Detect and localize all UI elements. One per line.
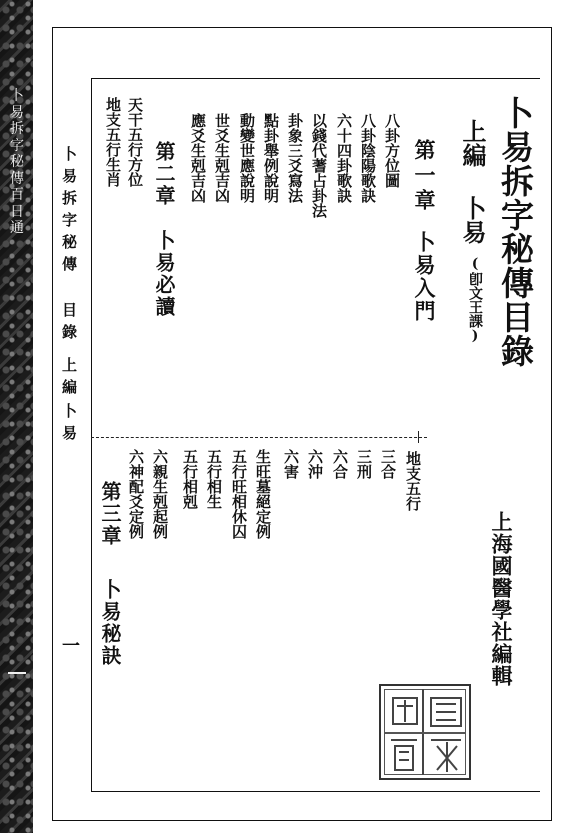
toc-item: 五行相剋 <box>181 449 199 509</box>
toc-item: 天干五行方位 <box>126 97 144 187</box>
margin-part-name: 卜易 <box>60 403 78 447</box>
toc-item: 動變世應說明 <box>238 113 256 203</box>
toc-item: 六害 <box>282 449 300 479</box>
toc-item: 六合 <box>331 449 349 479</box>
strip-title: 卜易拆字秘傳百日通 <box>10 88 24 236</box>
chapter3-name: 卜易秘訣 <box>98 579 122 667</box>
toc-item: 點卦舉例說明 <box>262 113 280 203</box>
collector-seal-stamp <box>379 684 471 780</box>
seal-glyph-marks <box>381 686 473 782</box>
margin-part: 上編 <box>60 357 78 401</box>
strip-page-number-mark <box>8 672 26 674</box>
toc-item: 卦象三爻寫法 <box>286 113 304 203</box>
toc-item: 以錢代蓍占卦法 <box>310 113 328 218</box>
section-divider <box>91 437 427 438</box>
toc-item: 六神配爻定例 <box>127 449 145 539</box>
chapter2-name: 卜易必讀 <box>152 230 176 318</box>
margin-page-number: 一 <box>59 636 80 654</box>
part-label: 上編 <box>458 119 487 167</box>
margin-toc: 目錄 <box>60 302 78 346</box>
toc-item: 世爻生剋吉凶 <box>213 113 231 203</box>
toc-item: 三刑 <box>355 449 373 479</box>
chapter1-label: 第一章 <box>412 139 437 214</box>
part-note: (卽文王課) <box>467 256 483 344</box>
decorative-side-strip <box>0 0 33 833</box>
margin-book-title: 卜易拆字秘傳 <box>60 146 78 278</box>
toc-item: 八卦陰陽歌訣 <box>359 113 377 203</box>
divider-mark <box>418 431 419 443</box>
chapter1-name: 卜易入門 <box>412 231 437 323</box>
toc-item: 應爻生剋吉凶 <box>189 113 207 203</box>
publisher: 上海國醫學社編輯 <box>489 511 514 687</box>
toc-item: 地支五行生肖 <box>104 97 122 187</box>
toc-item: 六十四卦歌訣 <box>335 113 353 203</box>
toc-item: 六親生剋起例 <box>151 449 169 539</box>
toc-item: 五行旺相休囚 <box>230 449 248 539</box>
toc-item: 地支五行 <box>404 451 422 511</box>
toc-item: 八卦方位圖 <box>383 113 401 188</box>
toc-item: 生旺墓絕定例 <box>254 449 272 539</box>
book-title: 卜易拆字秘傳目錄 <box>496 96 535 368</box>
toc-item: 三合 <box>379 449 397 479</box>
toc-item: 五行相生 <box>205 449 223 509</box>
chapter2-label: 第二章 <box>152 141 176 207</box>
toc-item: 六沖 <box>306 449 324 479</box>
part-name: 卜易 <box>458 196 487 244</box>
chapter3-label: 第三章 <box>98 481 122 547</box>
